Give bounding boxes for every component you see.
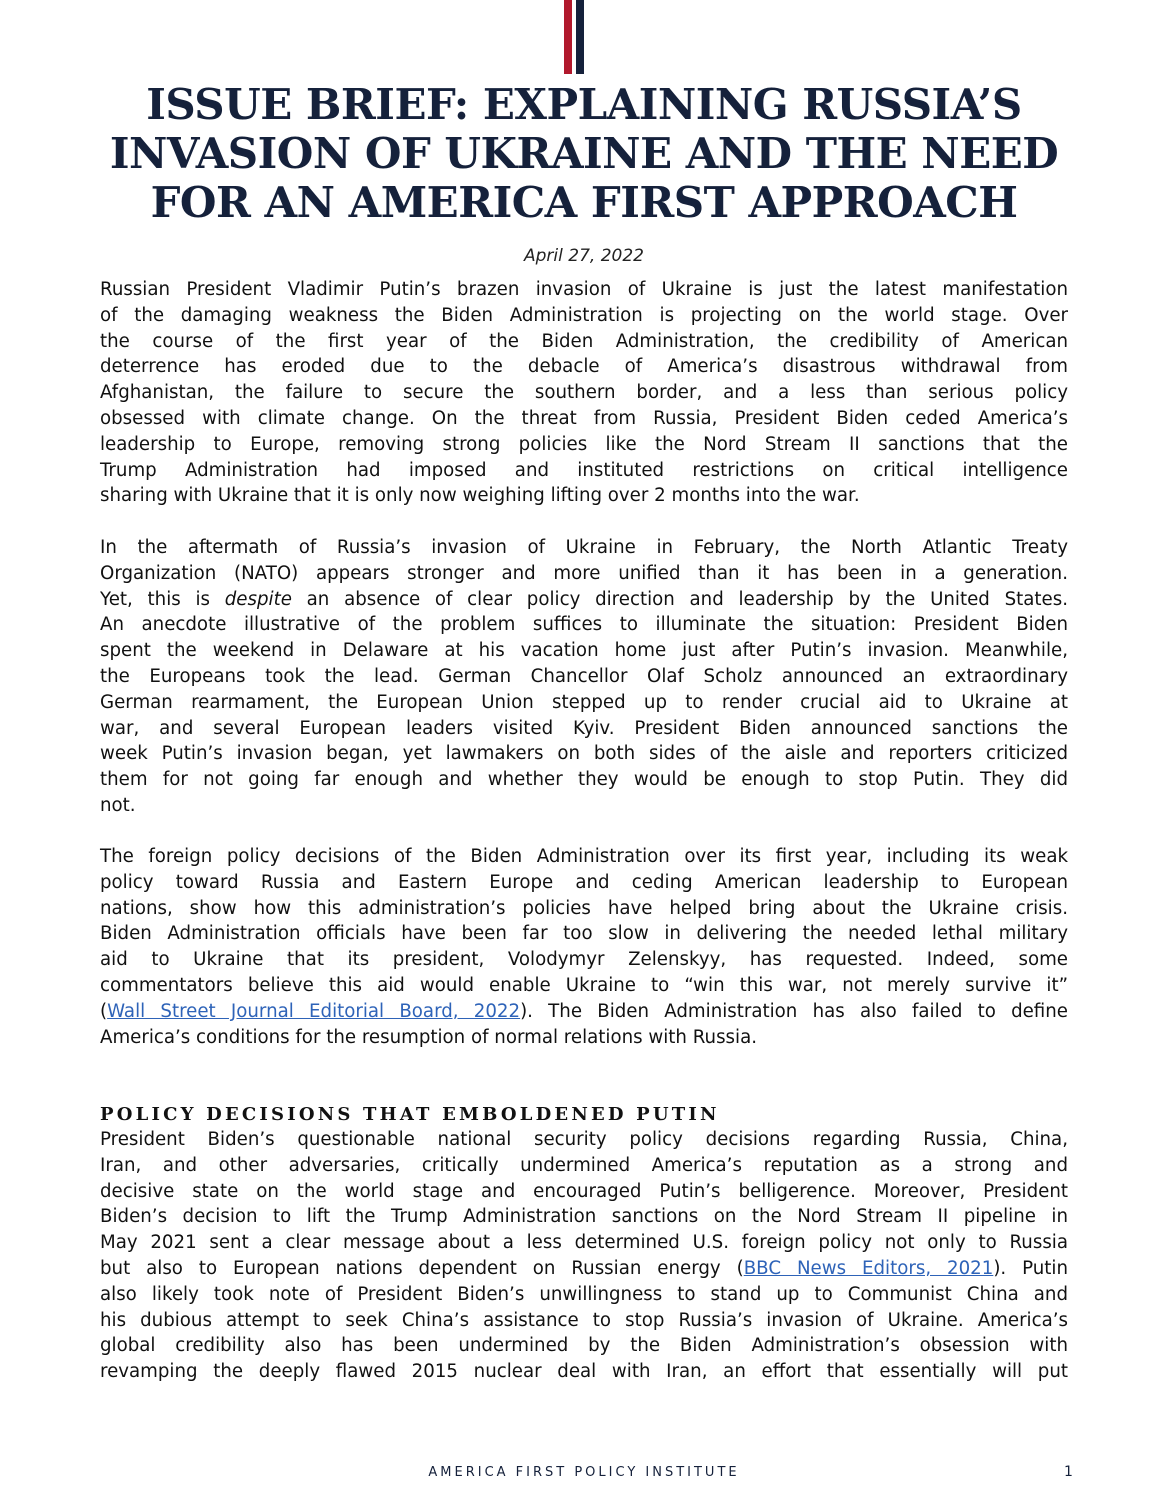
- citation-link-bbc[interactable]: BBC News Editors, 2021: [743, 1257, 994, 1279]
- text-line: Biden Administration officials have been far too slow in delivering the needed lethal military: [100, 923, 1068, 945]
- text-line: Organization (NATO) appears stronger and more unified than it has been in a generation.: [100, 562, 1068, 584]
- text-line: In the aftermath of Russia’s invasion of Ukraine in February, the North Atlantic Treaty: [100, 537, 1068, 558]
- text-line: German rearmament, the European Union stepped up to render crucial aid to Ukraine at: [100, 691, 1068, 713]
- logo-navy-bar: [576, 0, 584, 74]
- text-line: Russian President Vladimir Putin’s brazen invasion of Ukraine is just the latest manifestation: [100, 279, 1068, 300]
- text-line: war, and several European leaders visited Kyiv. President Biden announced sanctions the: [100, 717, 1068, 739]
- paragraph-intro: [100, 277, 1068, 509]
- paragraph-policy-decisions: [100, 1127, 1068, 1385]
- text-line: his dubious attempt to seek China’s assistance to stop Russia’s invasion of Ukraine. America’s: [100, 1309, 1068, 1331]
- paragraph-nato: [100, 535, 1068, 819]
- citation-link-wsj[interactable]: Wall Street Journal Editorial Board, 2022: [107, 1000, 521, 1022]
- text-line: the course of the first year of the Biden Administration, the credibility of American: [100, 330, 1068, 352]
- text-segment: Yet, this is: [100, 588, 225, 610]
- text-line: aid to Ukraine that its president, Volodymyr Zelenskyy, has requested. Indeed, some: [100, 949, 1068, 971]
- text-line: [100, 587, 1068, 613]
- text-line: week Putin’s invasion began, yet lawmakers on both sides of the aisle and reporters criticized: [100, 743, 1068, 765]
- text-line: [100, 1256, 1068, 1282]
- institute-logo-bars: [564, 0, 586, 74]
- text-line: of the damaging weakness the Biden Administration is projecting on the world stage. Over: [100, 304, 1068, 326]
- text-line: May 2021 sent a clear message about a less determined U.S. foreign policy not only to Russia: [100, 1232, 1068, 1254]
- text-line: Afghanistan, the failure to secure the southern border, and a less than serious policy: [100, 382, 1068, 404]
- text-line: nations, show how this administration’s policies have helped bring about the Ukraine crisis.: [100, 897, 1068, 919]
- text-line: America’s conditions for the resumption of normal relations with Russia.: [100, 1026, 758, 1048]
- text-segment: an absence of clear policy direction and leadership by the United States.: [291, 588, 1068, 610]
- text-line: leadership to Europe, removing strong policies like the Nord Stream II sanctions that the: [100, 433, 1068, 455]
- text-line: Trump Administration had imposed and instituted restrictions on critical intelligence: [100, 459, 1068, 481]
- text-line: An anecdote illustrative of the problem suffices to illuminate the situation: President Biden: [100, 614, 1068, 636]
- text-line: policy toward Russia and Eastern Europe and ceding American leadership to European: [100, 871, 1068, 893]
- text-line: spent the weekend in Delaware at his vacation home just after Putin’s invasion. Meanwhile,: [100, 640, 1068, 662]
- emphasis-text: despite: [224, 588, 292, 610]
- text-line: not.: [100, 794, 136, 816]
- text-segment: (: [100, 1000, 108, 1022]
- text-line: obsessed with climate change. On the threat from Russia, President Biden ceded America’s: [100, 407, 1068, 429]
- text-line: President Biden’s questionable national security policy decisions regarding Russia, China,: [100, 1129, 1068, 1150]
- text-segment: but also to European nations dependent on Russian energy (: [100, 1257, 744, 1279]
- text-segment: ). Putin: [993, 1257, 1068, 1279]
- text-line: deterrence has eroded due to the debacle of America’s disastrous withdrawal from: [100, 356, 1068, 378]
- text-line: Biden’s decision to lift the Trump Administration sanctions on the Nord Stream II pipeline in: [100, 1206, 1068, 1228]
- text-line: commentators believe this aid would enable Ukraine to “win this war, not merely survive it”: [100, 974, 1068, 996]
- footer-organization: AMERICA FIRST POLICY INSTITUTE: [428, 1465, 740, 1480]
- logo-red-bar: [564, 0, 572, 74]
- section-heading: POLICY DECISIONS THAT EMBOLDENED PUTIN: [100, 1104, 720, 1125]
- document-title: [60, 80, 1108, 227]
- text-line: also likely took note of President Biden’s unwillingness to stand up to Communist China and: [100, 1283, 1068, 1305]
- text-line: the Europeans took the lead. German Chancellor Olaf Scholz announced an extraordinary: [100, 665, 1068, 687]
- text-line: Iran, and other adversaries, critically undermined America’s reputation as a strong and: [100, 1154, 1068, 1176]
- text-segment: ). The Biden Administration has also failed to define: [520, 1000, 1068, 1022]
- text-line: decisive state on the world stage and encouraged Putin’s belligerence. Moreover, President: [100, 1180, 1068, 1202]
- paragraph-foreign-policy: [100, 844, 1068, 1050]
- text-line: [100, 999, 1068, 1025]
- page-number: 1: [1064, 1464, 1073, 1480]
- text-line: them for not going far enough and whether they would be enough to stop Putin. They did: [100, 769, 1068, 791]
- text-line: revamping the deeply flawed 2015 nuclear deal with Iran, an effort that essentially will put: [100, 1361, 1068, 1383]
- title-line: INVASION OF UKRAINE AND THE NEED: [109, 129, 1059, 178]
- text-line: global credibility also has been undermined by the Biden Administration’s obsession with: [100, 1335, 1068, 1357]
- text-line: The foreign policy decisions of the Biden Administration over its first year, including its weak: [100, 846, 1068, 867]
- publication-date: April 27, 2022: [524, 246, 644, 266]
- title-line: ISSUE BRIEF: EXPLAINING RUSSIA’S: [146, 80, 1022, 129]
- text-line: sharing with Ukraine that it is only now weighing lifting over 2 months into the war.: [100, 485, 860, 507]
- title-line: FOR AN AMERICA FIRST APPROACH: [150, 178, 1018, 227]
